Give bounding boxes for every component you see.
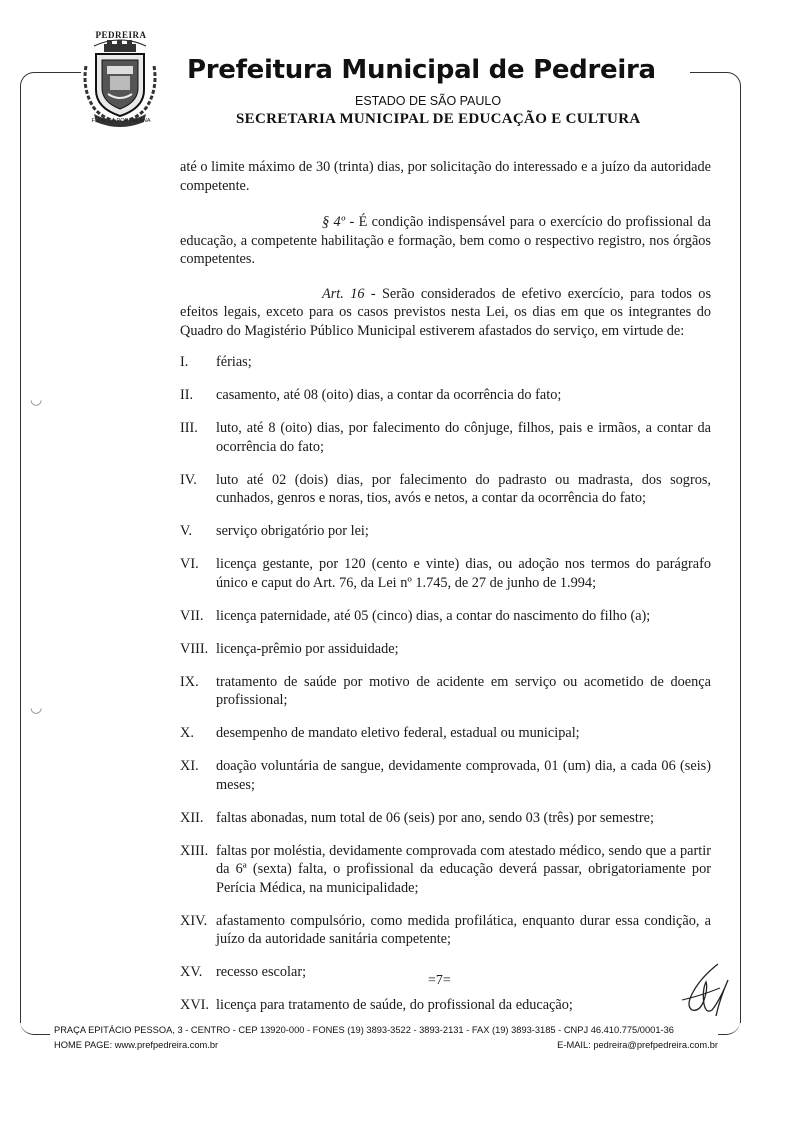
item-number: VI. xyxy=(180,556,199,572)
item-text: tratamento de saúde por motivo de acidente em serviço ou acometido de doença profissional; xyxy=(216,673,711,708)
paragraph-text: - É condição indispensável para o exercício do profissional da educação, a competente habilitação e formação, bem como o respectivo registro, nos órgãos competentes. xyxy=(180,214,711,267)
item-number: X. xyxy=(180,725,194,741)
footer-email: E-MAIL: pedreira@prefpedreira.com.br xyxy=(557,1040,718,1050)
item-text: luto até 02 (dois) dias, por falecimento do padrasto ou madrasta, dos sogros, cunhados, genros e noras, tios, avós e netos, a contar da ocorrência do fato; xyxy=(216,471,711,506)
item-text: desempenho de mandato eletivo federal, estadual ou municipal; xyxy=(216,725,580,741)
list-item xyxy=(180,912,711,949)
item-number: IV. xyxy=(180,471,197,488)
item-number: VIII. xyxy=(180,640,209,657)
list-item xyxy=(180,996,711,1015)
item-text: licença para tratamento de saúde, do profissional da educação; xyxy=(216,997,573,1013)
footer-homepage: HOME PAGE: www.prefpedreira.com.br xyxy=(54,1040,219,1050)
item-text: recesso escolar; xyxy=(216,964,307,980)
item-number: VII. xyxy=(180,607,204,624)
item-text: férias; xyxy=(216,354,252,370)
organization-title: Prefeitura Municipal de Pedreira xyxy=(187,55,656,85)
crest-city-name: PEDREIRA xyxy=(95,30,147,40)
item-text: faltas por moléstia, devidamente comprovada com atestado médico, sendo que a partir da 6ª (sexta) falta, o profissional da educação deverá passar, obrigatoriamente por Perícia Médica, na municipalidade; xyxy=(216,842,711,896)
item-number: XIV. xyxy=(180,912,208,929)
item-text: licença-prêmio por assiduidade; xyxy=(216,640,399,657)
list-item xyxy=(180,842,711,898)
paragraph-1: até o limite máximo de 30 (trinta) dias, por solicitação do interessado e a juízo da autoridade competente. xyxy=(180,159,711,194)
list-item xyxy=(180,640,711,659)
list-item xyxy=(180,419,711,456)
document-body xyxy=(180,158,711,1029)
item-number: XIII. xyxy=(180,842,209,859)
list-item xyxy=(180,607,711,626)
item-number: XII. xyxy=(180,809,204,826)
item-text: licença paternidade, até 05 (cinco) dias, a contar do nascimento do filho (a); xyxy=(216,607,651,624)
frame-corner-bottom-left xyxy=(20,1010,50,1035)
item-number: XI. xyxy=(180,758,199,774)
list-item xyxy=(180,757,711,794)
item-number: III. xyxy=(180,420,198,436)
list-item xyxy=(180,673,711,710)
item-number: V. xyxy=(180,523,193,539)
frame-corner-bottom-right xyxy=(718,1010,740,1035)
item-number: XVI. xyxy=(180,997,209,1013)
article-text: - Serão considerados de efetivo exercício, para todos os efeitos legais, exceto para os casos previstos nesta Lei, os dias em que os integrantes do Quadro do Magistério Público Municipal estiverem afastados do serviço, em virtude de: xyxy=(180,285,712,339)
paragraph-3 xyxy=(180,285,711,341)
item-number: I. xyxy=(180,354,189,370)
paragraph-ref: § 4º xyxy=(322,214,346,230)
item-text: faltas abonadas, num total de 06 (seis) por ano, sendo 03 (três) por semestre; xyxy=(216,809,654,826)
state-name: ESTADO DE SÃO PAULO xyxy=(355,94,502,108)
frame-border-left xyxy=(20,72,81,1023)
list-item xyxy=(180,471,711,508)
page-number: =7= xyxy=(428,973,451,988)
item-number: XV. xyxy=(180,964,203,980)
item-text: doação voluntária de sangue, devidamente comprovada, 01 (um) dia, a cada 06 (seis) meses; xyxy=(216,758,711,793)
item-number: IX. xyxy=(180,673,199,690)
paragraph-2 xyxy=(180,213,711,269)
department-name: SECRETARIA MUNICIPAL DE EDUCAÇÃO E CULTURA xyxy=(236,111,641,127)
list-item xyxy=(180,522,711,541)
crest-motto: FLOR DA PORCELANA xyxy=(91,118,151,124)
footer-address: PRAÇA EPITÁCIO PESSOA, 3 - CENTRO - CEP 13920-000 - FONES (19) 3893-3522 - 3893-2131 - FAX (19) 3893-3185 - CNPJ 46.410.775/0001-36 xyxy=(54,1025,674,1035)
item-text: serviço obrigatório por lei; xyxy=(216,523,369,539)
list-item xyxy=(180,809,711,828)
list-item xyxy=(180,386,711,405)
item-text: luto, até 8 (oito) dias, por falecimento do cônjuge, filhos, pais e irmãos, a contar da ocorrência do fato; xyxy=(216,420,711,455)
item-text: afastamento compulsório, como medida profilática, enquanto durar essa condição, a juízo da autoridade sanitária competente; xyxy=(216,912,711,947)
item-number: II. xyxy=(180,387,194,403)
list-item xyxy=(180,724,711,743)
item-text: licença gestante, por 120 (cento e vinte) dias, ou adoção nos termos do parágrafo único e caput do Art. 76, da Lei nº 1.745, de 27 de junho de 1.994; xyxy=(216,556,711,591)
punch-hole-mark-icon: ◡ xyxy=(30,700,43,716)
list-item xyxy=(180,555,711,592)
punch-hole-mark-icon: ◡ xyxy=(30,392,43,408)
list-item xyxy=(180,353,711,372)
article-ref: Art. 16 xyxy=(322,285,365,302)
item-text: casamento, até 08 (oito) dias, a contar da ocorrência do fato; xyxy=(216,387,562,403)
